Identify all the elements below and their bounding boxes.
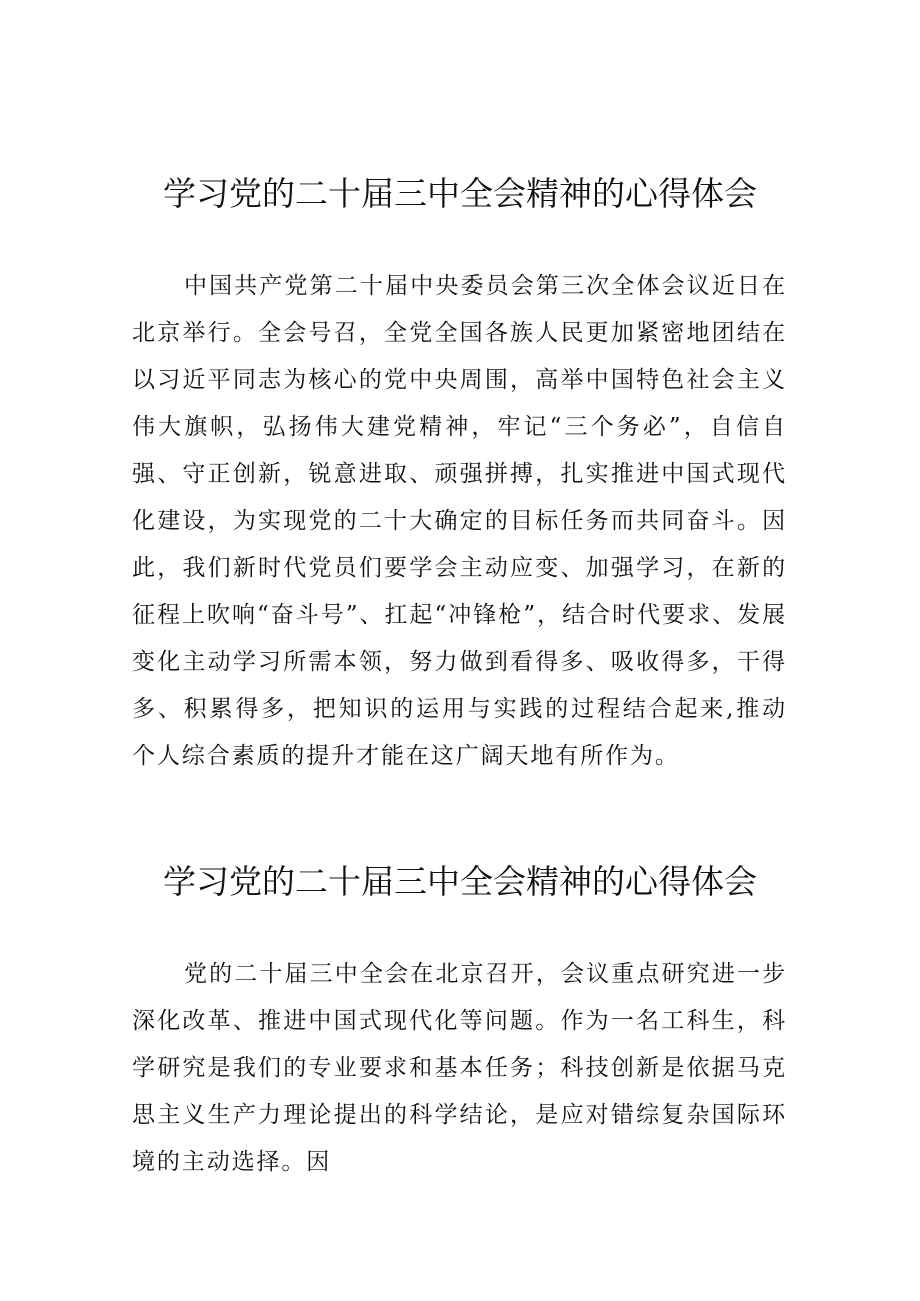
article-1-title: 学习党的二十届三中全会精神的心得体会 (163, 174, 757, 213)
article-2-body: 党的二十届三中全会在北京召开，会议重点研究进一步深化改革、推进中国式现代化等问题。作为一名工科生，科学研究是我们的专业要求和基本任务；科技创新是依据马克思主义生产力理论提出的科学结论，是应对错综复杂国际环境的主动选择。因 (132, 961, 787, 1175)
article-2-title: 学习党的二十届三中全会精神的心得体会 (163, 862, 757, 901)
article-1-body: 中国共产党第二十届中央委员会第三次全体会议近日在北京举行。全会号召，全党全国各族人民更加紧密地团结在以习近平同志为核心的党中央周围，高举中国特色社会主义伟大旗帜，弘扬伟大建党精神，牢记“三个务必”，自信自强、守正创新，锐意进取、顽强拼搏，扎实推进中国式现代化建设，为实现党的二十大确定的目标任务而共同奋斗。因此，我们新时代党员们要学会主动应变、加强学习，在新的征程上吹响“奋斗号”、扛起“冲锋枪”，结合时代要求、发展变化主动学习所需本领，努力做到看得多、吸收得多，干得多、积累得多，把知识的运用与实践的过程结合起来,推动个人综合素质的提升才能在这广阔天地有所作为。 (132, 273, 787, 769)
